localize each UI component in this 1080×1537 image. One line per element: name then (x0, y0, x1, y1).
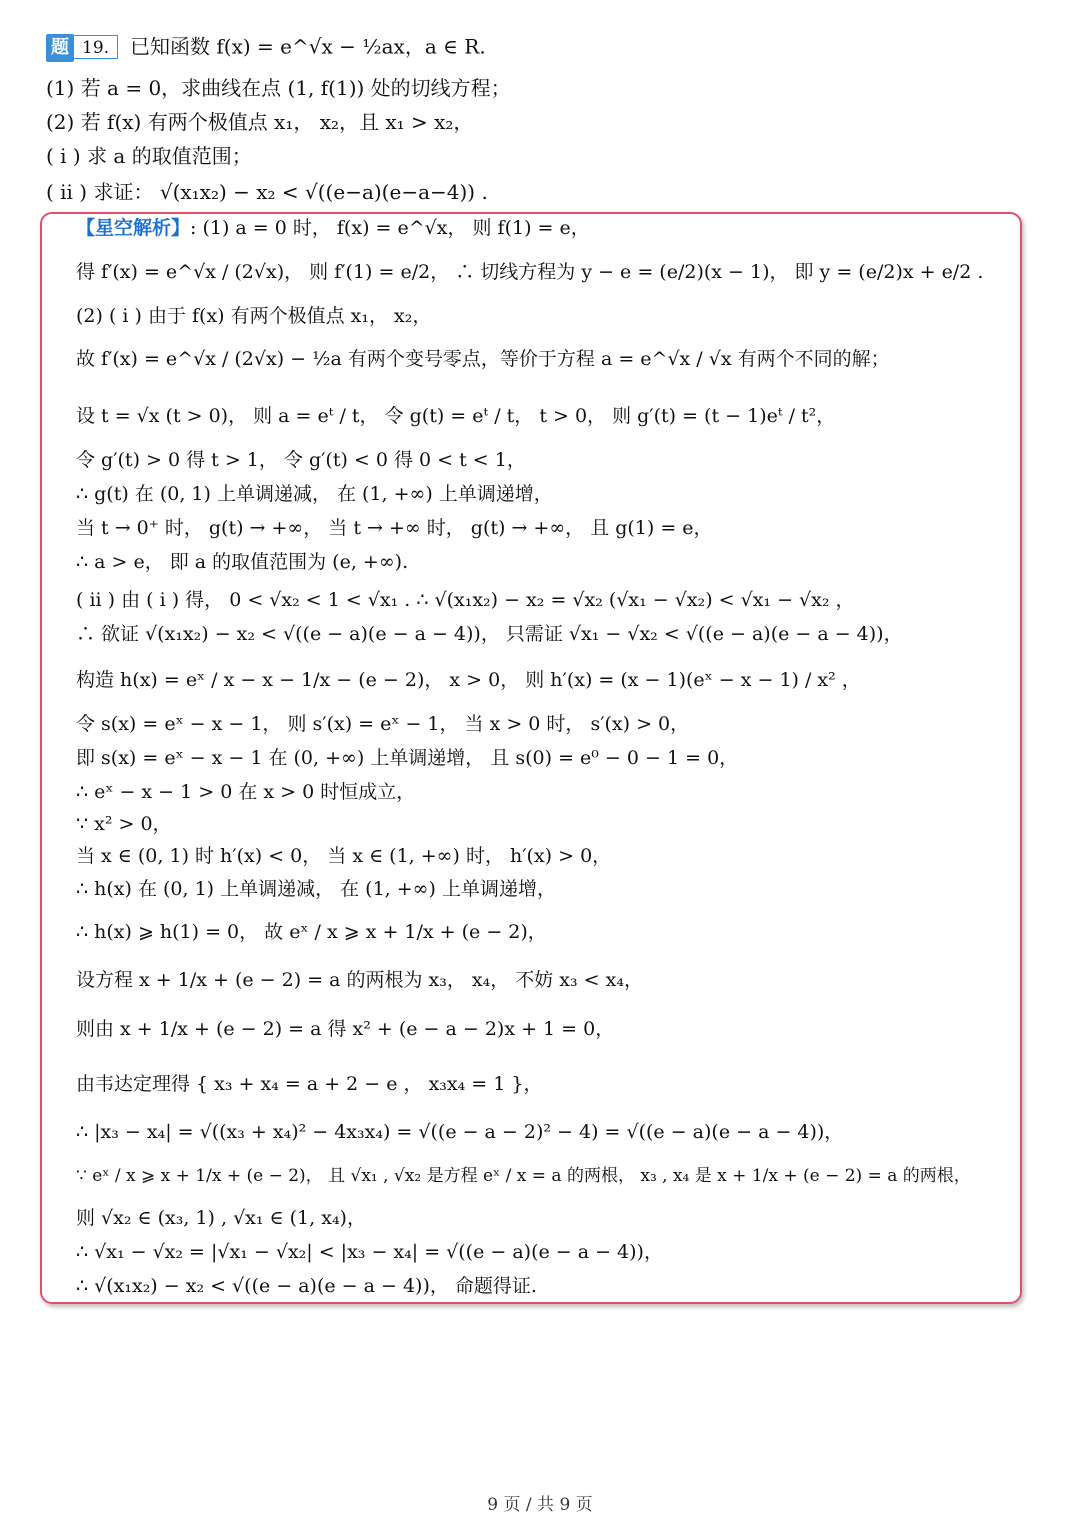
solution-line: 当 x ∈ (0, 1) 时 h′(x) < 0， 当 x ∈ (1, +∞) 时， h′(x) > 0， (76, 845, 612, 867)
solution-line: 设方程 x + 1/x + (e − 2) = a 的两根为 x₃， x₄， 不妨 x₃ < x₄， (76, 969, 643, 991)
question-number: 19. (74, 35, 118, 59)
page-number: 9 页 / 共 9 页 (487, 1495, 593, 1515)
solution-line: ∴ 欲证 √(x₁x₂) − x₂ < √((e − a)(e − a − 4))， 只需证 √x₁ − √x₂ < √((e − a)(e − a − 4))， (76, 623, 903, 645)
solution-line: 则由 x + 1/x + (e − 2) = a 得 x² + (e − a − 2)x + 1 = 0， (76, 1018, 615, 1040)
question-part2: (2) 若 f(x) 有两个极值点 x₁， x₂，且 x₁ > x₂， (46, 110, 474, 134)
solution-line: 当 t → 0⁺ 时， g(t) → +∞， 当 t → +∞ 时， g(t) → +∞， 且 g(1) = e， (76, 517, 713, 539)
question-stem-text: 已知函数 f(x) = e^√x − ½ax，a ∈ R. (130, 34, 486, 59)
solution-line: ∴ |x₃ − x₄| = √((x₃ + x₄)² − 4x₃x₄) = √((e − a − 2)² − 4) = √((e − a)(e − a − 4))， (76, 1121, 844, 1143)
solution-line: 故 f′(x) = e^√x / (2√x) − ½a 有两个变号零点，等价于方程 a = e^√x / √x 有两个不同的解； (76, 348, 890, 370)
solution-line: ∴ √(x₁x₂) − x₂ < √((e − a)(e − a − 4))， 命题得证. (76, 1275, 537, 1297)
solution-line: ∴ h(x) ⩾ h(1) = 0， 故 eˣ / x ⩾ x + 1/x + (e − 2)， (76, 921, 547, 943)
solution-line-text: : (1) a = 0 时， f(x) = e^√x， 则 f(1) = e， (190, 217, 590, 239)
solution-line: ∴ h(x) 在 (0, 1) 上单调递减， 在 (1, +∞) 上单调递增， (76, 878, 556, 900)
solution-line: 则 √x₂ ∈ (x₃, 1) , √x₁ ∈ (1, x₄)， (76, 1207, 366, 1229)
solution-heading: 【星空解析】 (76, 217, 191, 239)
solution-line: 构造 h(x) = eˣ / x − x − 1/x − (e − 2)， x > 0， 则 h′(x) = (x − 1)(eˣ − x − 1) / x² ， (76, 669, 861, 691)
question-badge-label: 题 (46, 34, 74, 62)
solution-line: 即 s(x) = eˣ − x − 1 在 (0, +∞) 上单调递增， 且 s(0) = e⁰ − 0 − 1 = 0， (76, 747, 739, 769)
solution-line: 令 g′(t) > 0 得 t > 1， 令 g′(t) < 0 得 0 < t < 1， (76, 449, 526, 471)
solution-line: ∴ √x₁ − √x₂ = |√x₁ − √x₂| < |x₃ − x₄| = √((e − a)(e − a − 4))， (76, 1241, 663, 1263)
solution-line: 令 s(x) = eˣ − x − 1， 则 s′(x) = eˣ − 1， 当 x > 0 时， s′(x) > 0， (76, 713, 690, 735)
solution-line: ∴ a > e， 即 a 的取值范围为 (e, +∞). (76, 551, 409, 573)
solution-line: 由韦达定理得 { x₃ + x₄ = a + 2 − e ， x₃x₄ = 1 }， (76, 1073, 543, 1095)
solution-line (76, 216, 590, 240)
solution-line: 得 f′(x) = e^√x / (2√x)， 则 f′(1) = e/2， ∴ 切线方程为 y − e = (e/2)(x − 1)， 即 y = (e/2)x + e/2 . (76, 261, 984, 283)
question-part1: (1) 若 a = 0，求曲线在点 (1, f(1)) 处的切线方程； (46, 76, 511, 100)
solution-line: ∴ g(t) 在 (0, 1) 上单调递减， 在 (1, +∞) 上单调递增， (76, 483, 553, 505)
solution-line: ∵ eˣ / x ⩾ x + 1/x + (e − 2)， 且 √x₁ , √x₂ 是方程 eˣ / x = a 的两根， x₃ , x₄ 是 x + 1/x + (e − 2) = a 的两根， (76, 1166, 971, 1186)
solution-line: ∴ eˣ − x − 1 > 0 在 x > 0 时恒成立， (76, 781, 416, 803)
solution-line: 设 t = √x (t > 0)， 则 a = eᵗ / t， 令 g(t) = eᵗ / t， t > 0， 则 g′(t) = (t − 1)eᵗ / t²， (76, 405, 836, 427)
solution-line: ( ii ) 由 ( i ) 得， 0 < √x₂ < 1 < √x₁ . ∴ √(x₁x₂) − x₂ = √x₂ (√x₁ − √x₂) < √x₁ − √x₂ ， (76, 589, 855, 611)
solution-line: ∵ x² > 0， (76, 813, 172, 835)
question-badge (46, 34, 118, 62)
question-part2-i: ( i ) 求 a 的取值范围； (46, 144, 252, 168)
question-part2-ii: ( ii ) 求证： √(x₁x₂) − x₂ < √((e−a)(e−a−4)) . (46, 180, 488, 204)
solution-line: (2) ( i ) 由于 f(x) 有两个极值点 x₁， x₂， (76, 305, 432, 327)
question-stem (46, 34, 486, 62)
